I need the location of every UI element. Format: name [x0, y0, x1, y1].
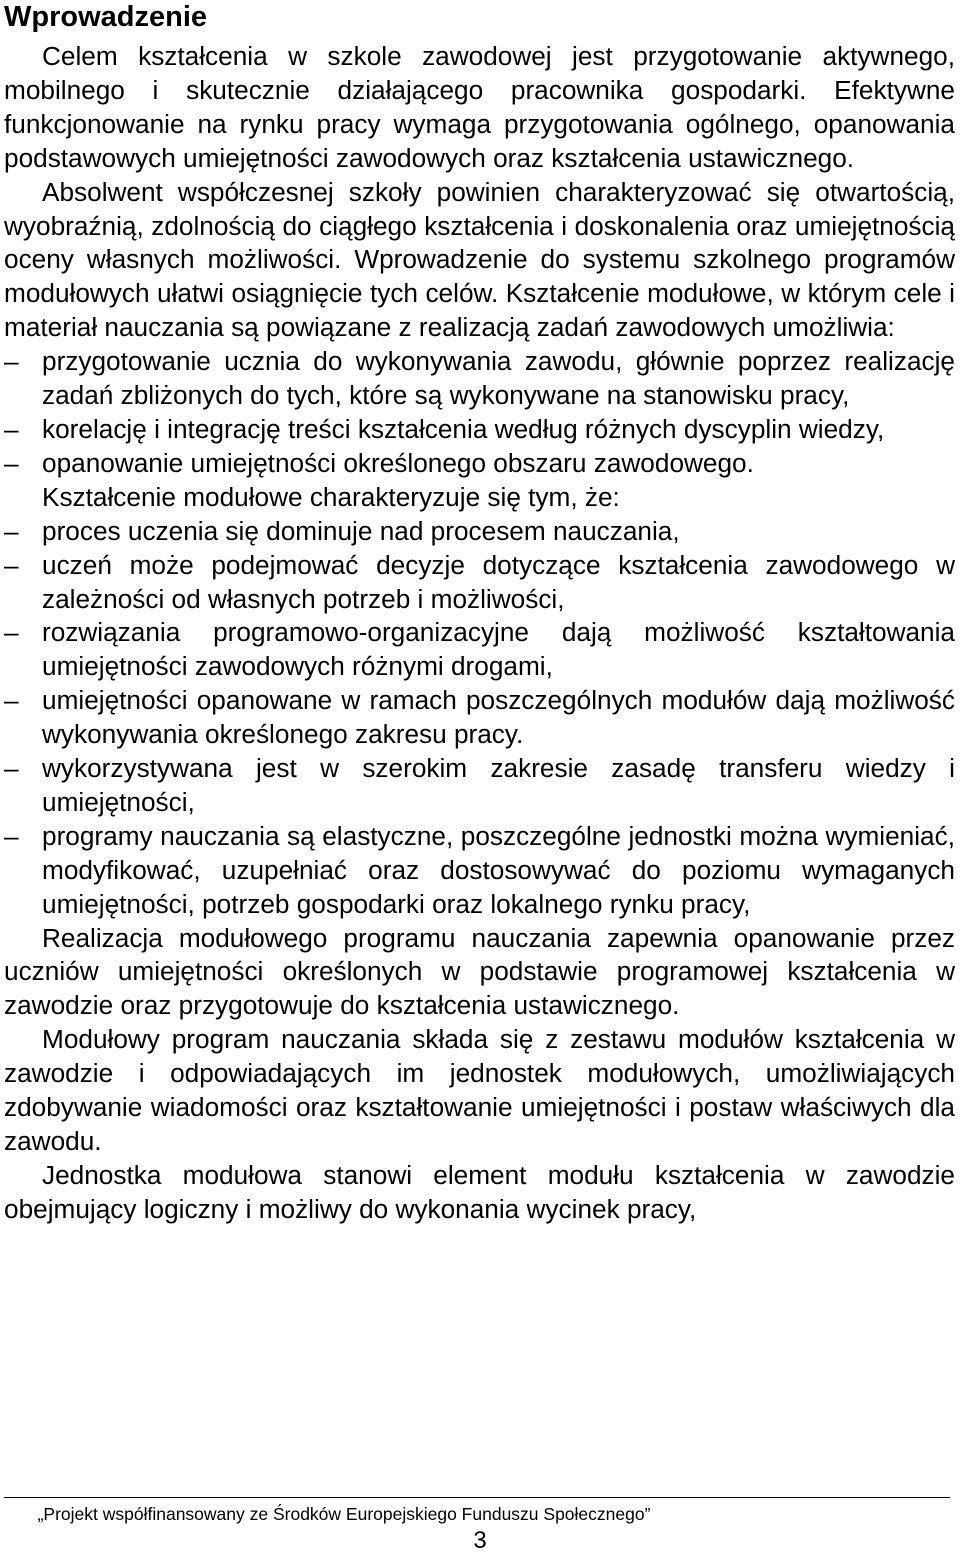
footer-divider	[4, 1497, 950, 1498]
list-item: – programy nauczania są elastyczne, poszczególne jednostki można wymieniać, modyfikować, uzupełniać oraz dostosowywać do poziomu wymaganych umiejętności, potrzeb gospodarki oraz lokalnego rynku pracy,	[42, 820, 955, 922]
list-item: – przygotowanie ucznia do wykonywania zawodu, głównie poprzez realizację zadań zbliżonych do tych, które są wykonywane na stanowisku pracy,	[42, 345, 955, 413]
paragraph-intro: Celem kształcenia w szkole zawodowej jest przygotowanie aktywnego, mobilnego i skutecznie działającego pracownika gospodarki. Efektywne funkcjonowanie na rynku pracy wymaga przygotowania ogólnego, opanowania podstawowych umiejętności zawodowych oraz kształcenia ustawicznego.	[4, 41, 955, 173]
list-item: – opanowanie umiejętności określonego obszaru zawodowego.	[42, 447, 955, 481]
list-item: – uczeń może podejmować decyzje dotyczące kształcenia zawodowego w zależności od własnych potrzeb i możliwości,	[42, 549, 955, 617]
list-item: – umiejętności opanowane w ramach poszczególnych modułów dają możliwość wykonywania określonego zakresu pracy.	[42, 684, 955, 752]
list-item: – rozwiązania programowo-organizacyjne dają możliwość kształtowania umiejętności zawodowych różnymi drogami,	[42, 616, 955, 684]
paragraph-jednostka: Jednostka modułowa stanowi element modułu kształcenia w zawodzie obejmujący logiczny i możliwy do wykonania wycinek pracy,	[4, 1159, 955, 1224]
list-item: – korelację i integrację treści kształcenia według różnych dyscyplin wiedzy,	[42, 413, 955, 447]
list-benefits	[4, 345, 955, 481]
paragraph-realizacja: Realizacja modułowego programu nauczania zapewnia opanowanie przez uczniów umiejętności określonych w podstawie programowej kształcenia w zawodzie oraz przygotowuje do kształcenia ustawicznego.	[4, 922, 955, 1021]
paragraph-characteristics: Kształcenie modułowe charakteryzuje się tym, że:	[42, 481, 620, 512]
page-number: 3	[473, 1527, 487, 1554]
section-heading: Wprowadzenie	[4, 1, 208, 33]
list-characteristics	[4, 515, 955, 922]
list-item: – proces uczenia się dominuje nad procesem nauczania,	[42, 515, 955, 549]
body-text	[4, 40, 955, 1227]
list-item: – wykorzystywana jest w szerokim zakresie zasadę transferu wiedzy i umiejętności,	[42, 752, 955, 820]
paragraph-absolwent: Absolwent współczesnej szkoły powinien charakteryzować się otwartością, wyobraźnią, zdolnością do ciągłego kształcenia i doskonalenia oraz umiejętnością oceny własnych możliwości. Wprowadzenie do systemu szkolnego programów modułowych ułatwi osiągnięcie tych celów. Kształcenie modułowe, w którym cele i materiał nauczania są powiązane z realizacją zadań zawodowych umożliwia:	[4, 176, 955, 343]
paragraph-program: Modułowy program nauczania składa się z zestawu modułów kształcenia w zawodzie i odpowiadających im jednostek modułowych, umożliwiających zdobywanie wiadomości oraz kształtowanie umiejętności i postaw właściwych dla zawodu.	[4, 1024, 955, 1156]
footer-note: „Projekt współfinansowany ze Środków Europejskiego Funduszu Społecznego”	[37, 1504, 651, 1524]
